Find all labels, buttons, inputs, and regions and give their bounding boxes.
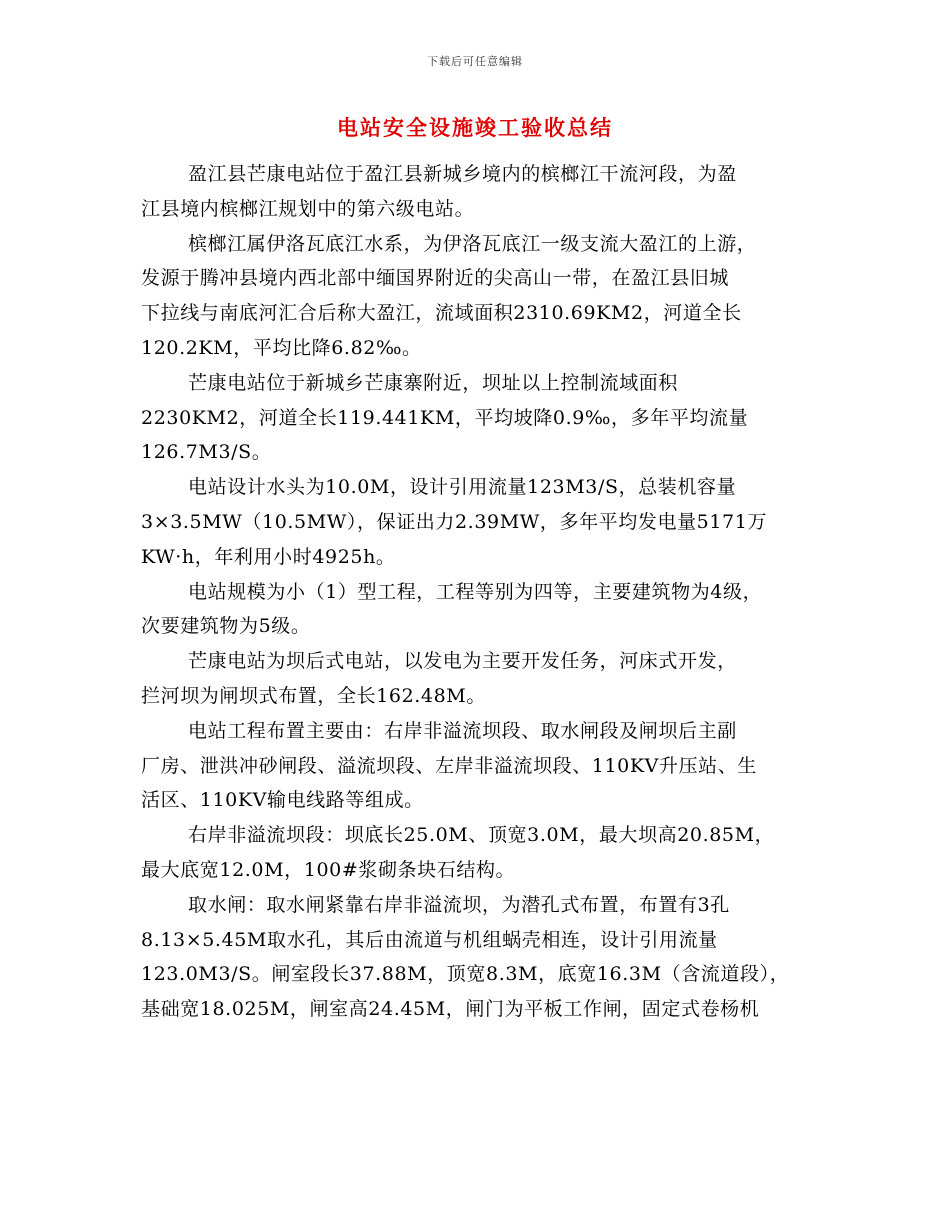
text-line: 取水闸：取水闸紧靠右岸非溢流坝，为潜孔式布置，布置有3孔 — [188, 893, 730, 916]
text-line: 120.2KM，平均比降6.82‰。 — [141, 336, 422, 359]
text-line: 活区、110KV输电线路等组成。 — [141, 789, 424, 812]
text-line: 2230KM2，河道全长119.441KM，平均坡降0.9‰，多年平均流量 — [141, 406, 749, 429]
text-line: 基础宽18.025M，闸室高24.45M，闸门为平板工作闸，固定式卷杨机 — [141, 998, 760, 1021]
text-line: 123.0M3/S。闸室段长37.88M，顶宽8.3M，底宽16.3M（含流道段）， — [141, 963, 790, 986]
text-line: 厂房、泄洪冲砂闸段、溢流坝段、左岸非溢流坝段、110KV升压站、生 — [141, 754, 757, 777]
text-line: 江县境内槟榔江规划中的第六级电站。 — [141, 197, 475, 220]
paragraph — [141, 366, 821, 470]
text-line: 芒康电站为坝后式电站，以发电为主要开发任务，河床式开发， — [188, 650, 737, 673]
text-line: 次要建筑物为5级。 — [141, 615, 311, 638]
text-line: 槟榔江属伊洛瓦底江水系，为伊洛瓦底江一级支流大盈江的上游， — [188, 232, 757, 255]
text-line: 8.13×5.45M取水孔，其后由流道与机组蜗壳相连，设计引用流量 — [141, 928, 718, 951]
paragraph — [141, 818, 821, 888]
paragraph — [141, 470, 821, 574]
text-line: 右岸非溢流坝段：坝底长25.0M、顶宽3.0M，最大坝高20.85M， — [188, 824, 775, 847]
text-line: KW·h，年利用小时4925h。 — [141, 545, 396, 568]
paragraph — [141, 157, 821, 227]
header-note: 下载后可任意编辑 — [427, 55, 523, 68]
text-line: 126.7M3/S。 — [141, 441, 272, 464]
text-line: 电站设计水头为10.0M，设计引用流量123M3/S，总装机容量 — [188, 476, 737, 499]
paragraph — [141, 227, 821, 366]
document-title: 电站安全设施竣工验收总结 — [337, 116, 613, 140]
document-body — [141, 157, 821, 1027]
text-line: 芒康电站位于新城乡芒康寨附近，坝址以上控制流域面积 — [188, 371, 679, 394]
text-line: 拦河坝为闸坝式布置，全长162.48M。 — [141, 684, 486, 707]
paragraph — [141, 644, 821, 714]
text-line: 电站规模为小（1）型工程，工程等别为四等，主要建筑物为4级， — [188, 580, 763, 603]
text-line: 盈江县芒康电站位于盈江县新城乡境内的槟榔江干流河段，为盈 — [188, 163, 737, 185]
paragraph — [141, 714, 821, 818]
text-line: 最大底宽12.0M，100#浆砌条块石结构。 — [141, 858, 516, 881]
paragraph — [141, 888, 821, 1027]
text-line: 3×3.5MW（10.5MW），保证出力2.39MW，多年平均发电量5171万 — [141, 510, 768, 533]
text-line: 电站工程布置主要由：右岸非溢流坝段、取水闸段及闸坝后主副 — [188, 719, 737, 742]
text-line: 发源于腾冲县境内西北部中缅国界附近的尖高山一带，在盈江县旧城 — [141, 267, 730, 290]
paragraph — [141, 575, 821, 645]
text-line: 下拉线与南底河汇合后称大盈江，流域面积2310.69KM2，河道全长 — [141, 302, 742, 325]
